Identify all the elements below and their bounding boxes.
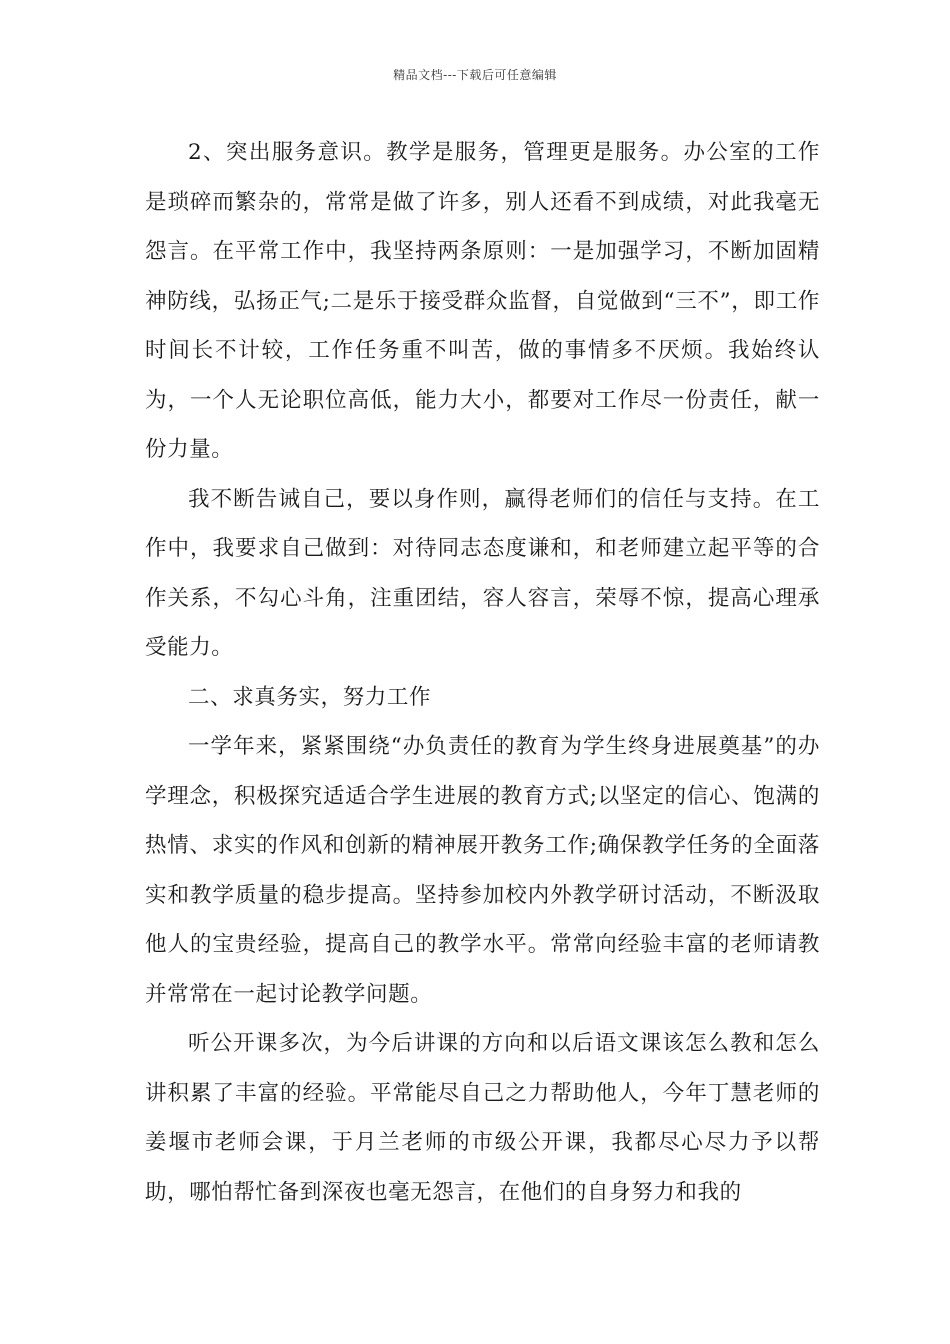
document-body [145, 128, 820, 1217]
section-heading: 二、求真务实，努力工作 [188, 684, 432, 710]
paragraph-teaching-work: 一学年来，紧紧围绕“办负责任的教育为学生终身进展奠基”的办学理念，积极探究适适合学生进展的教育方式;以坚定的信心、饱满的热情、求实的作风和创新的精神展开教务工作;确保教学任务的全面落实和教学质量的稳步提高。坚持参加校内外教学研讨活动，不断汲取他人的宝贵经验，提高自己的教学水平。常常向经验丰富的老师请教并常常在一起讨论教学问题。 [145, 734, 820, 1007]
paragraph-open-classes: 听公开课多次，为今后讲课的方向和以后语文课该怎么教和怎么讲积累了丰富的经验。平常能尽自己之力帮助他人，今年丁慧老师的姜堰市老师会课，于月兰老师的市级公开课，我都尽心尽力予以帮助，哪怕帮忙备到深夜也毫无怨言，在他们的自身努力和我的 [145, 1031, 820, 1205]
page-header: 精品文档---下载后可任意编辑 [393, 68, 557, 82]
paragraph-self-discipline: 我不断告诫自己，要以身作则，赢得老师们的信任与支持。在工作中，我要求自己做到：对待同志态度谦和，和老师建立起平等的合作关系，不勾心斗角，注重团结，容人容言，荣辱不惊，提高心理承受能力。 [145, 486, 820, 660]
paragraph-service-awareness: 2、突出服务意识。教学是服务，管理更是服务。办公室的工作是琐碎而繁杂的，常常是做了许多，别人还看不到成绩，对此我毫无怨言。在平常工作中，我坚持两条原则：一是加强学习，不断加固精神防线，弘扬正气;二是乐于接受群众监督，自觉做到“三不”，即工作时间长不计较，工作任务重不叫苦，做的事情多不厌烦。我始终认为，一个人无论职位高低，能力大小，都要对工作尽一份责任，献一份力量。 [145, 140, 820, 462]
